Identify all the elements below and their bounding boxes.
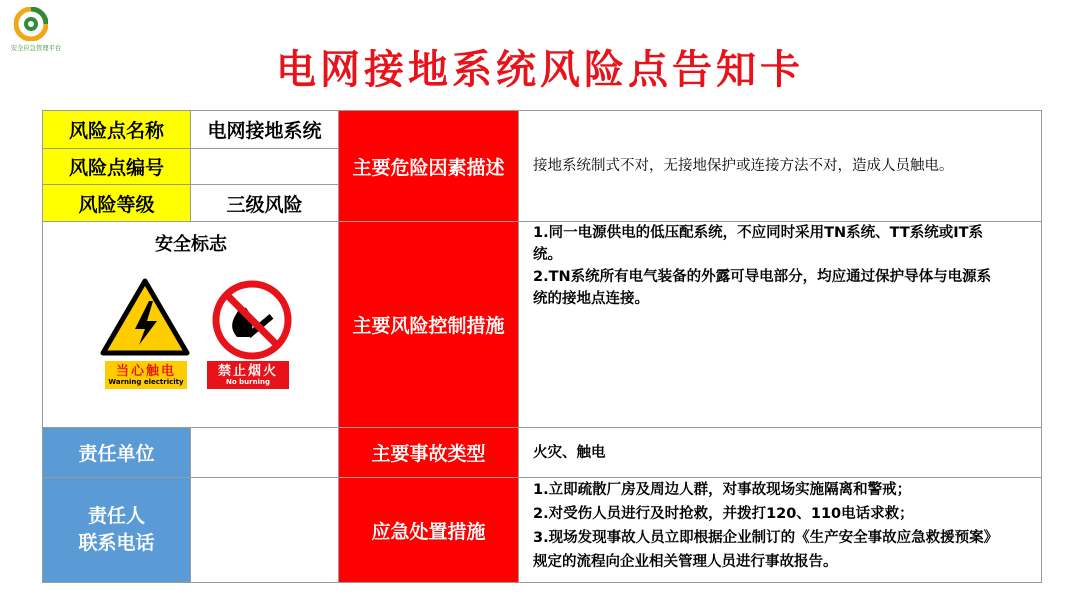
- emergency-measures-label: 应急处置措施: [339, 478, 519, 582]
- electric-shock-warning-icon: [99, 277, 191, 357]
- risk-name-value: 电网接地系统: [191, 111, 339, 149]
- emergency-line: 1.立即疏散厂房及周边人群，对事故现场实施隔离和警戒；: [533, 482, 912, 498]
- electric-shock-cn: 当心触电: [115, 363, 176, 379]
- accident-type-text: 火灾、触电: [519, 428, 1041, 478]
- emergency-measures-text: [519, 478, 1041, 582]
- hazard-description: 接地系统制式不对，无接地保护或连接方法不对，造成人员触电。: [519, 111, 1041, 222]
- contact-label-line1: 责任人: [87, 505, 145, 527]
- control-measures-label: 主要风险控制措施: [339, 222, 519, 428]
- company-logo-icon: [14, 7, 48, 41]
- risk-notice-card: [42, 110, 1042, 583]
- control-line: 2.TN系统所有电气装备的外露可导电部分，均应通过保护导体与电源系: [533, 269, 992, 285]
- hazard-label: 主要危险因素描述: [339, 111, 519, 222]
- safety-sign-title: 安全标志: [155, 234, 227, 255]
- electric-shock-plate: [105, 361, 187, 389]
- control-measures-text: [519, 222, 1041, 428]
- emergency-line: 规定的流程向企业相关管理人员进行事故报告。: [533, 554, 838, 570]
- no-burning-plate: [207, 361, 289, 389]
- no-burning-sign: [209, 277, 295, 386]
- electric-shock-en: Warning electricity: [108, 377, 184, 386]
- control-line: 1.同一电源供电的低压配系统，不应同时采用TN系统、TT系统或IT系: [533, 225, 984, 241]
- no-burning-en: No burning: [226, 377, 270, 386]
- contact-value: [191, 478, 339, 582]
- responsible-unit-value: [191, 428, 339, 478]
- risk-no-label: 风险点编号: [43, 149, 191, 185]
- no-burning-icon: [209, 277, 295, 363]
- no-burning-cn: 禁止烟火: [217, 363, 278, 379]
- page-title: 电网接地系统风险点告知卡: [276, 47, 804, 93]
- accident-type-label: 主要事故类型: [339, 428, 519, 478]
- risk-level-value: 三级风险: [191, 185, 339, 222]
- responsible-unit-label: 责任单位: [43, 428, 191, 478]
- risk-no-value: [191, 149, 339, 185]
- contact-label-line2: 联系电话: [78, 532, 155, 554]
- electric-shock-sign: [99, 277, 191, 386]
- safety-sign-panel: [43, 222, 339, 428]
- risk-level-label: 风险等级: [43, 185, 191, 222]
- control-line: 统的接地点连接。: [533, 291, 649, 307]
- company-logo-text: 安全应急管理平台: [10, 44, 62, 52]
- contact-label: [43, 478, 191, 582]
- emergency-line: 3.现场发现事故人员立即根据企业制订的《生产安全事故应急救援预案》: [533, 530, 999, 546]
- emergency-line: 2.对受伤人员进行及时抢救，并拨打120、110电话求救；: [533, 506, 914, 522]
- control-line: 统。: [533, 247, 562, 263]
- risk-name-label: 风险点名称: [43, 111, 191, 149]
